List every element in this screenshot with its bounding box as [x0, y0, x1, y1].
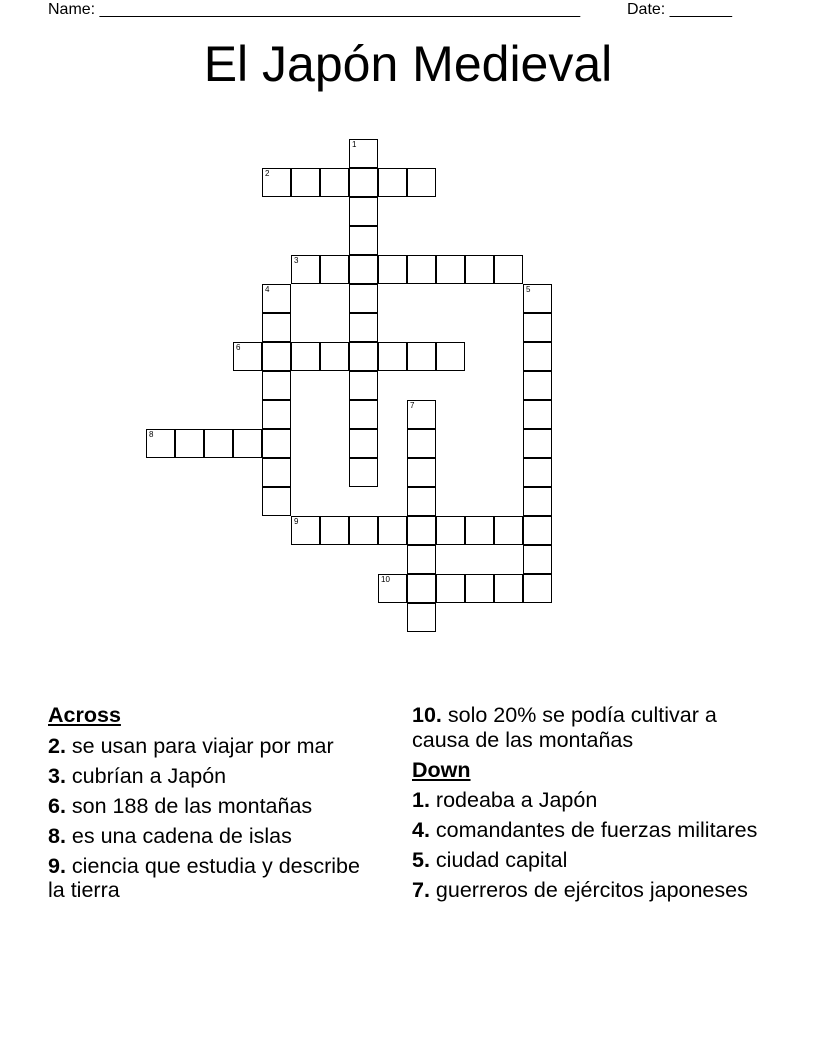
grid-cell[interactable] [407, 342, 436, 371]
grid-cell[interactable] [349, 429, 378, 458]
grid-cell[interactable] [523, 400, 552, 429]
grid-cell[interactable] [349, 371, 378, 400]
clue-down-5: 5. ciudad capital [412, 848, 568, 872]
grid-cell[interactable] [349, 255, 378, 284]
grid-cell[interactable] [262, 400, 291, 429]
grid-cell[interactable] [523, 516, 552, 545]
down-heading: Down [412, 757, 471, 782]
grid-cell[interactable] [494, 255, 523, 284]
grid-cell[interactable] [291, 342, 320, 371]
clues-left-column [48, 703, 378, 908]
grid-cell[interactable] [436, 342, 465, 371]
grid-cell[interactable] [349, 400, 378, 429]
grid-cell[interactable] [291, 168, 320, 197]
grid-cell[interactable] [494, 516, 523, 545]
page-title: El Japón Medieval [203, 36, 613, 92]
clue-across-6: 6. son 188 de las montañas [48, 793, 313, 818]
grid-cell[interactable] [320, 516, 349, 545]
grid-cell[interactable] [262, 371, 291, 400]
grid-cell[interactable] [407, 429, 436, 458]
grid-cell[interactable] [523, 458, 552, 487]
grid-cell[interactable] [378, 574, 407, 603]
grid-cell[interactable] [407, 516, 436, 545]
grid-cell[interactable] [407, 168, 436, 197]
grid-cell[interactable] [291, 255, 320, 284]
cell-number: 7 [410, 401, 415, 410]
grid-cell[interactable] [378, 255, 407, 284]
clue-down-7: 7. guerreros de ejércitos japoneses [412, 878, 748, 902]
grid-cell[interactable] [407, 603, 436, 632]
grid-cell[interactable] [465, 574, 494, 603]
name-blank: ______________________________________________________ [99, 1, 581, 18]
grid-cell[interactable] [146, 429, 175, 458]
cell-number: 10 [381, 575, 390, 584]
grid-cell[interactable] [262, 342, 291, 371]
grid-cell[interactable] [407, 458, 436, 487]
grid-cell[interactable] [523, 429, 552, 458]
grid-cell[interactable] [262, 313, 291, 342]
grid-cell[interactable] [436, 516, 465, 545]
grid-cell[interactable] [291, 516, 320, 545]
grid-cell[interactable] [407, 574, 436, 603]
grid-cell[interactable] [349, 313, 378, 342]
grid-cell[interactable] [349, 139, 378, 168]
grid-cell[interactable] [262, 458, 291, 487]
cell-number: 9 [294, 517, 299, 526]
clue-across-2: 2. se usan para viajar por mar [48, 733, 334, 758]
grid-cell[interactable] [349, 226, 378, 255]
grid-cell[interactable] [175, 429, 204, 458]
grid-cell[interactable] [407, 255, 436, 284]
grid-cell[interactable] [523, 342, 552, 371]
grid-cell[interactable] [407, 545, 436, 574]
across-heading: Across [48, 703, 121, 727]
grid-cell[interactable] [465, 255, 494, 284]
grid-cell[interactable] [378, 516, 407, 545]
grid-cell[interactable] [349, 284, 378, 313]
grid-cell[interactable] [465, 516, 494, 545]
grid-cell[interactable] [523, 545, 552, 574]
cell-number: 4 [265, 285, 270, 294]
grid-cell[interactable] [436, 255, 465, 284]
grid-cell[interactable] [523, 574, 552, 603]
clues-right-column [412, 703, 772, 908]
cell-number: 8 [149, 430, 154, 439]
grid-cell[interactable] [523, 371, 552, 400]
clue-across-9: 9. ciencia que estudia y describe la tierra [48, 853, 360, 902]
grid-cell[interactable] [262, 284, 291, 313]
grid-cell[interactable] [320, 342, 349, 371]
grid-cell[interactable] [204, 429, 233, 458]
grid-cell[interactable] [523, 487, 552, 516]
grid-cell[interactable] [349, 516, 378, 545]
grid-cell[interactable] [523, 284, 552, 313]
grid-cell[interactable] [407, 487, 436, 516]
grid-cell[interactable] [262, 429, 291, 458]
grid-cell[interactable] [320, 168, 349, 197]
grid-cell[interactable] [349, 458, 378, 487]
grid-cell[interactable] [378, 342, 407, 371]
grid-cell[interactable] [320, 255, 349, 284]
grid-cell[interactable] [523, 313, 552, 342]
name-label: Name: [48, 1, 96, 18]
grid-cell[interactable] [378, 168, 407, 197]
clue-across-3: 3. cubrían a Japón [48, 763, 227, 788]
date-blank: _______ [669, 1, 732, 18]
cell-number: 1 [352, 140, 357, 149]
cell-number: 5 [526, 285, 531, 294]
grid-cell[interactable] [349, 197, 378, 226]
date-label: Date: [627, 1, 666, 18]
clue-across-10: 10. solo 20% se podía cultivar a causa de las montañas [412, 703, 717, 752]
grid-cell[interactable] [233, 429, 262, 458]
grid-cell[interactable] [407, 400, 436, 429]
clue-across-8: 8. es una cadena de islas [48, 823, 292, 848]
cell-number: 3 [294, 256, 299, 265]
clue-down-1: 1. rodeaba a Japón [412, 788, 598, 812]
clue-down-4: 4. comandantes de fuerzas militares [412, 818, 758, 842]
grid-cell[interactable] [349, 168, 378, 197]
grid-cell[interactable] [349, 342, 378, 371]
cell-number: 2 [265, 169, 270, 178]
grid-cell[interactable] [262, 487, 291, 516]
cell-number: 6 [236, 343, 241, 352]
grid-cell[interactable] [436, 574, 465, 603]
grid-cell[interactable] [233, 342, 262, 371]
grid-cell[interactable] [494, 574, 523, 603]
grid-cell[interactable] [262, 168, 291, 197]
